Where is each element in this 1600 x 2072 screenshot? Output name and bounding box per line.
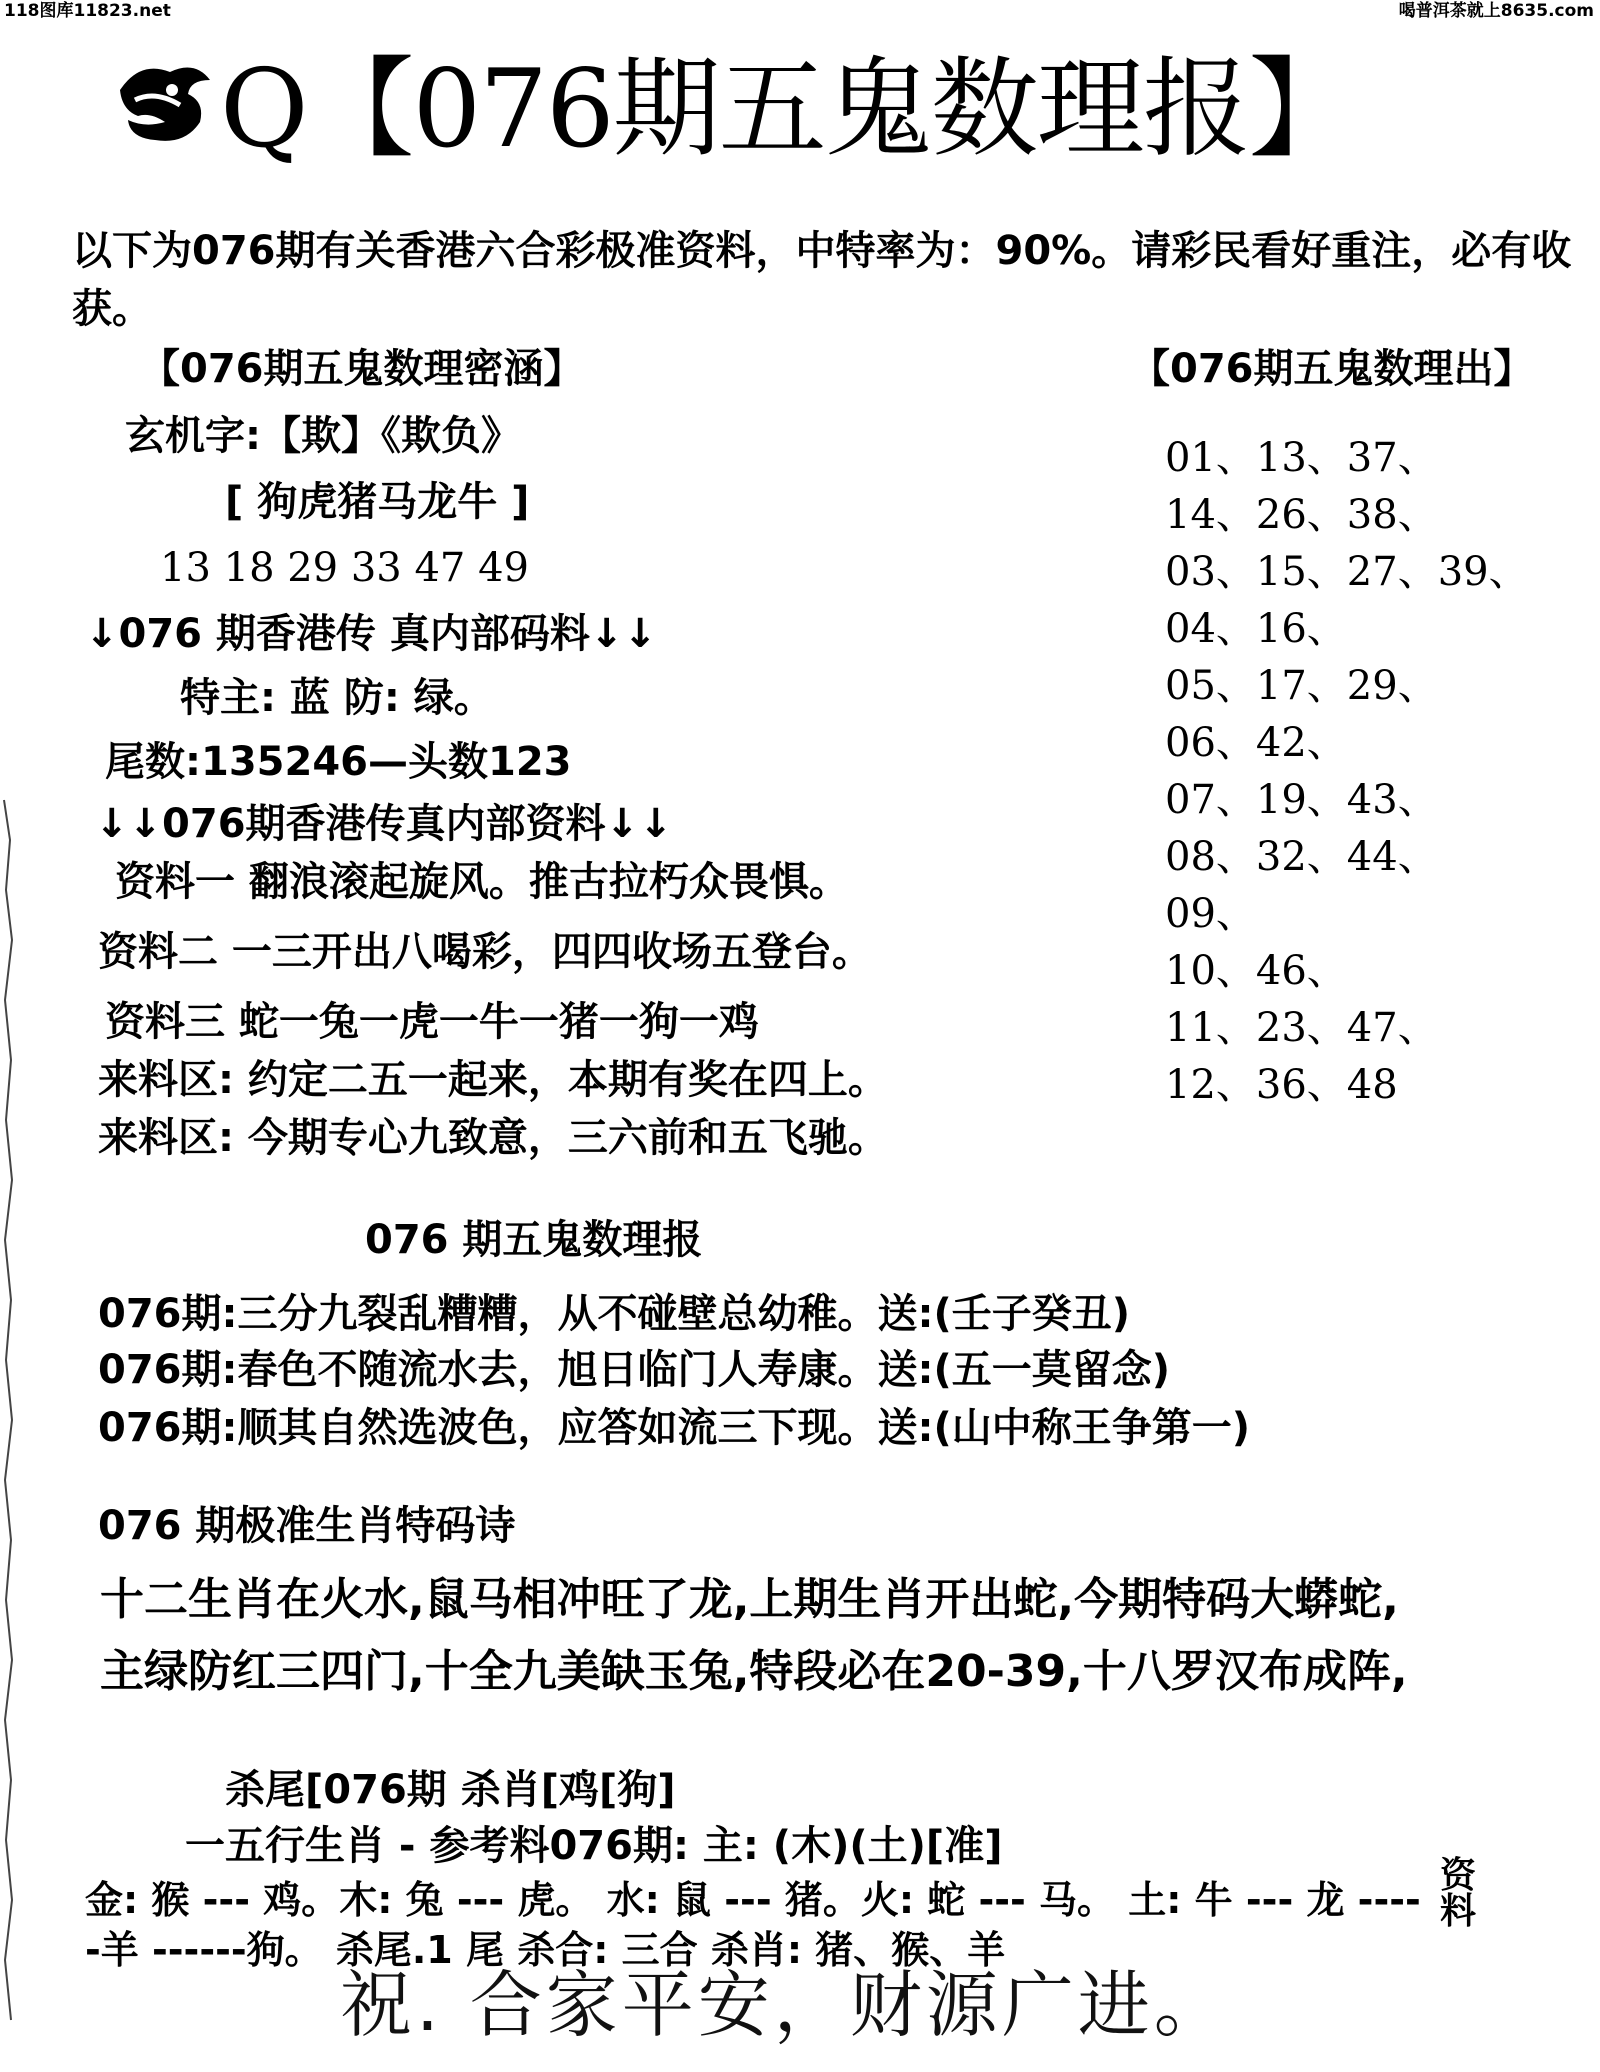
poem-heading: 076 期极准生肖特码诗 <box>98 1503 516 1549</box>
poem-line-2: 主绿防红三四门,十全九美缺玉兔,特段必在20-39,十八罗汉布成阵, <box>100 1646 1408 1697</box>
report-line-3: 076期:顺其自然选波色，应答如流三下现。送:(山中称王争第一) <box>98 1405 1251 1451</box>
report-heading: 076 期五鬼数理报 <box>365 1217 703 1263</box>
elements-line-2: -羊 ------狗。 杀尾.1 尾 杀合: 三合 杀肖: 猪、猴、羊 <box>85 1928 1006 1972</box>
data-line-3: 资料三 蛇一兔一虎一牛一猪一狗一鸡 <box>105 999 759 1045</box>
inside-code-line: ↓076 期香港传 真内部码料↓↓ <box>85 611 657 657</box>
page-title: Q【076期五鬼数理报】 <box>220 47 1355 172</box>
data-line-2: 资料二 一三开出八喝彩，四四收场五登台。 <box>98 929 872 975</box>
site-right-label: 喝普洱茶就上8635.com <box>1398 1 1594 21</box>
list-item: 06、42、 <box>1165 720 1347 766</box>
data-line-4: 来料区: 约定二五一起来，本期有奖在四上。 <box>98 1057 888 1103</box>
elements-line-1: 金: 猴 --- 鸡。木: 兔 --- 虎。 水: 鼠 --- 猪。火: 蛇 --- 马。 土: 牛 --- 龙 ---- <box>85 1878 1421 1922</box>
list-item: 12、36、48 <box>1165 1062 1398 1108</box>
numbers-list <box>1165 430 1529 1114</box>
list-item: 07、19、43、 <box>1165 777 1438 823</box>
list-item: 04、16、 <box>1165 606 1347 652</box>
list-item: 10、46、 <box>1165 948 1347 994</box>
stamp-mark: 资料 <box>1440 1855 1477 1932</box>
list-item: 05、17、29、 <box>1165 663 1438 709</box>
data-line-5: 来料区: 今期专心九致意，三六前和五飞驰。 <box>98 1115 888 1161</box>
report-line-1: 076期:三分九裂乱糟糟，从不碰壁总幼稚。送:(壬子癸丑) <box>98 1291 1131 1337</box>
scan-edge-decoration <box>0 780 22 2072</box>
list-item: 09、 <box>1165 891 1256 937</box>
list-item: 14、26、38、 <box>1165 492 1438 538</box>
poem-line-1: 十二生肖在火水,鼠马相冲旺了龙,上期生肖开出蛇,今期特码大蟒蛇, <box>100 1574 1399 1625</box>
kill-line: 杀尾[076期 杀肖[鸡[狗] <box>225 1767 676 1813</box>
inside-data-line: ↓↓076期香港传真内部资料↓↓ <box>95 801 673 847</box>
site-left-label: 118图库11823.net <box>4 1 171 21</box>
zodiac-line: [ 狗虎猪马龙牛 ] <box>225 479 530 525</box>
farewell-text: 祝. 合家平安，财源广进。 <box>340 1963 1230 2047</box>
intro-text: 以下为076期有关香港六合彩极准资料，中特率为：90%。请彩民看好重注，必有收获。 <box>72 228 1572 332</box>
list-item: 11、23、47、 <box>1165 1005 1438 1051</box>
data-line-1: 资料一 翻浪滚起旋风。推古拉朽众畏惧。 <box>115 859 849 905</box>
secret-heading: 【076期五鬼数理密涵】 <box>140 346 584 392</box>
list-item: 03、15、27、39、 <box>1165 549 1529 595</box>
numbers-line: 13 18 29 33 47 49 <box>160 545 529 591</box>
list-item: 08、32、44、 <box>1165 834 1438 880</box>
dragon-logo-icon <box>110 50 225 165</box>
tail-line: 尾数:135246—头数123 <box>105 739 572 785</box>
list-item: 01、13、37、 <box>1165 435 1438 481</box>
main-color-line: 特主: 蓝 防: 绿。 <box>180 675 494 721</box>
numbers-heading: 【076期五鬼数理出】 <box>1130 346 1534 392</box>
wuxing-line: 一五行生肖 - 参考料076期: 主: (木)(土)[准] <box>185 1823 1003 1869</box>
xuanji-line: 玄机字:【欺】《欺负》 <box>125 413 521 459</box>
report-line-2: 076期:春色不随流水去，旭日临门人寿康。送:(五一莫留念) <box>98 1347 1171 1393</box>
